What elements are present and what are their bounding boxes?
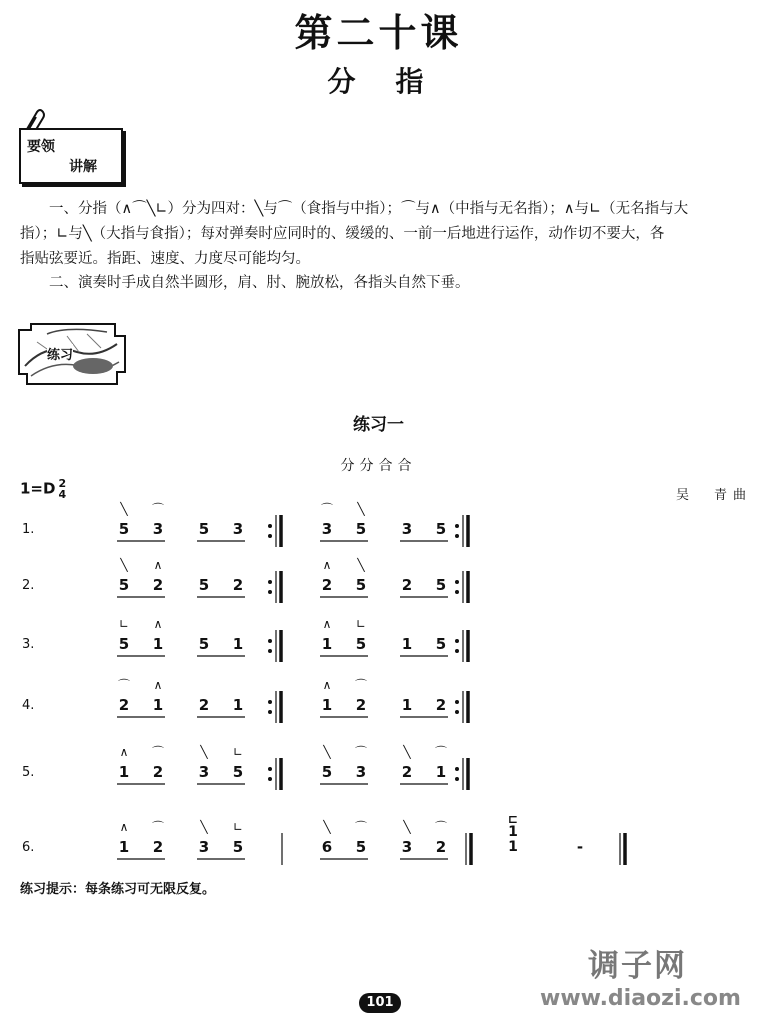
note: 2 bbox=[435, 696, 447, 714]
practice-badge-label: 练习 bbox=[47, 344, 73, 363]
fingering-mark: ╲ bbox=[200, 820, 208, 834]
note: 3 bbox=[401, 520, 413, 538]
note: 2 bbox=[118, 696, 130, 714]
note: 5 bbox=[355, 576, 367, 594]
fingering-mark: ╲ bbox=[120, 502, 128, 516]
fingering-mark: ∟ bbox=[355, 617, 367, 631]
time-denominator: 4 bbox=[58, 488, 67, 501]
note: 5 bbox=[118, 635, 130, 653]
row-number: 4. bbox=[22, 698, 35, 713]
note: 3 bbox=[152, 520, 164, 538]
fingering-mark: ╲ bbox=[323, 745, 331, 759]
repeat-dot bbox=[268, 700, 272, 704]
fingering-mark: ∟ bbox=[232, 820, 244, 834]
repeat-dot bbox=[455, 649, 459, 653]
fingering-mark: ⌒ bbox=[434, 820, 447, 834]
note: 5 bbox=[435, 576, 447, 594]
fingering-mark: ⌒ bbox=[354, 678, 367, 692]
note: 5 bbox=[118, 520, 130, 538]
repeat-dot bbox=[268, 777, 272, 781]
fingering-mark: ∧ bbox=[322, 617, 332, 631]
final-chord-note: 1 bbox=[508, 839, 518, 855]
note: 2 bbox=[198, 696, 210, 714]
fingering-mark: ╲ bbox=[120, 558, 128, 572]
fingering-mark: ⌒ bbox=[320, 502, 333, 516]
instruction-line-3: 指贴弦要近。指距、速度、力度尽可能均匀。 bbox=[20, 251, 310, 267]
note: 1 bbox=[232, 696, 244, 714]
note: 1 bbox=[118, 838, 130, 856]
fingering-mark: ╲ bbox=[323, 820, 331, 834]
repeat-dot bbox=[455, 524, 459, 528]
instruction-paragraph-2: 二、演奏时手成自然半圆形，肩、肘、腕放松，各指头自然下垂。 bbox=[20, 275, 470, 291]
repeat-dot bbox=[268, 639, 272, 643]
note: 1 bbox=[401, 696, 413, 714]
note: 2 bbox=[355, 696, 367, 714]
fingering-mark: ╲ bbox=[403, 745, 411, 759]
note: 2 bbox=[401, 576, 413, 594]
fingering-mark: ∧ bbox=[322, 558, 332, 572]
note: 3 bbox=[321, 520, 333, 538]
note: 5 bbox=[321, 763, 333, 781]
fingering-mark: ⌒ bbox=[354, 820, 367, 834]
note: 5 bbox=[355, 838, 367, 856]
fingering-mark: ╲ bbox=[357, 558, 365, 572]
note: 1 bbox=[321, 635, 333, 653]
practice-tip: 练习提示：每条练习可无限反复。 bbox=[20, 882, 216, 897]
watermark-logo: 调子网 bbox=[588, 948, 687, 984]
note: 3 bbox=[355, 763, 367, 781]
note: 5 bbox=[198, 635, 210, 653]
note: 5 bbox=[435, 635, 447, 653]
note: 6 bbox=[321, 838, 333, 856]
repeat-dot bbox=[268, 534, 272, 538]
repeat-dot bbox=[268, 590, 272, 594]
composer: 吴 青曲 bbox=[676, 488, 753, 503]
note: 1 bbox=[232, 635, 244, 653]
note: 3 bbox=[198, 763, 210, 781]
row-number: 3. bbox=[22, 637, 35, 652]
fingering-mark: ╲ bbox=[357, 502, 365, 516]
badge-line2: 讲解 bbox=[69, 159, 97, 175]
repeat-dot bbox=[455, 710, 459, 714]
fingering-mark: ⌒ bbox=[117, 678, 130, 692]
fingering-mark: ∟ bbox=[118, 617, 130, 631]
note: 3 bbox=[198, 838, 210, 856]
fingering-mark: ╲ bbox=[403, 820, 411, 834]
repeat-dot bbox=[455, 777, 459, 781]
repeat-dot bbox=[268, 580, 272, 584]
watermark-url: www.diaozi.com bbox=[540, 986, 741, 1011]
final-chord-note: ⊏ bbox=[507, 812, 519, 826]
note: 1 bbox=[401, 635, 413, 653]
note: 1 bbox=[321, 696, 333, 714]
instruction-line-1: 一、分指（∧⌒╲∟）分为四对：╲与⌒（食指与中指）；⌒与∧（中指与无名指）；∧与∟（无名指与大 bbox=[20, 201, 689, 217]
fingering-mark: ⌒ bbox=[354, 745, 367, 759]
note: 5 bbox=[232, 763, 244, 781]
fingering-mark: ∧ bbox=[119, 745, 129, 759]
exercise-title: 练习一 bbox=[353, 415, 404, 435]
repeat-dot bbox=[268, 767, 272, 771]
piece-title: 分分合合 bbox=[340, 458, 417, 474]
fingering-mark: ∟ bbox=[232, 745, 244, 759]
note: 2 bbox=[435, 838, 447, 856]
note: 5 bbox=[198, 520, 210, 538]
fingering-mark: ∧ bbox=[153, 678, 163, 692]
fingering-mark: ⌒ bbox=[434, 745, 447, 759]
note: 1 bbox=[152, 635, 164, 653]
repeat-dot bbox=[455, 767, 459, 771]
fingering-mark: ∧ bbox=[322, 678, 332, 692]
note: 5 bbox=[355, 635, 367, 653]
sustain-dash: - bbox=[576, 838, 584, 856]
note: 5 bbox=[435, 520, 447, 538]
note: 2 bbox=[152, 763, 164, 781]
note: 5 bbox=[198, 576, 210, 594]
note: 2 bbox=[152, 576, 164, 594]
note: 2 bbox=[232, 576, 244, 594]
instruction-line-2: 指）；∟与╲（大指与食指）；每对弹奏时应同时的、缓缓的、一前一后地进行运作，动作切不要大，各 bbox=[20, 226, 665, 242]
repeat-dot bbox=[455, 639, 459, 643]
note: 5 bbox=[355, 520, 367, 538]
repeat-dot bbox=[455, 590, 459, 594]
repeat-dot bbox=[455, 700, 459, 704]
row-number: 2. bbox=[22, 578, 35, 593]
repeat-dot bbox=[455, 534, 459, 538]
lesson-title: 第二十课 bbox=[294, 10, 463, 55]
repeat-dot bbox=[268, 710, 272, 714]
fingering-mark: ∧ bbox=[153, 558, 163, 572]
note: 5 bbox=[232, 838, 244, 856]
note: 2 bbox=[401, 763, 413, 781]
note: 1 bbox=[435, 763, 447, 781]
final-chord-note: 1 bbox=[508, 824, 518, 840]
fingering-mark: ╲ bbox=[200, 745, 208, 759]
note: 5 bbox=[118, 576, 130, 594]
row-number: 5. bbox=[22, 765, 35, 780]
fingering-mark: ⌒ bbox=[151, 745, 164, 759]
note: 1 bbox=[118, 763, 130, 781]
fingering-mark: ∧ bbox=[153, 617, 163, 631]
note: 3 bbox=[401, 838, 413, 856]
note: 1 bbox=[152, 696, 164, 714]
repeat-dot bbox=[268, 524, 272, 528]
badge-line1: 要领 bbox=[27, 139, 55, 155]
lesson-subtitle: 分 指 bbox=[327, 65, 430, 98]
note: 2 bbox=[321, 576, 333, 594]
repeat-dot bbox=[455, 580, 459, 584]
fingering-mark: ⌒ bbox=[151, 820, 164, 834]
row-number: 6. bbox=[22, 840, 35, 855]
note: 3 bbox=[232, 520, 244, 538]
time-numerator: 2 bbox=[58, 477, 67, 490]
key-label: 1=D bbox=[20, 479, 56, 498]
repeat-dot bbox=[268, 649, 272, 653]
row-number: 1. bbox=[22, 522, 35, 537]
fingering-mark: ∧ bbox=[119, 820, 129, 834]
fingering-mark: ⌒ bbox=[151, 502, 164, 516]
page-number: 101 bbox=[359, 993, 401, 1013]
note: 2 bbox=[152, 838, 164, 856]
